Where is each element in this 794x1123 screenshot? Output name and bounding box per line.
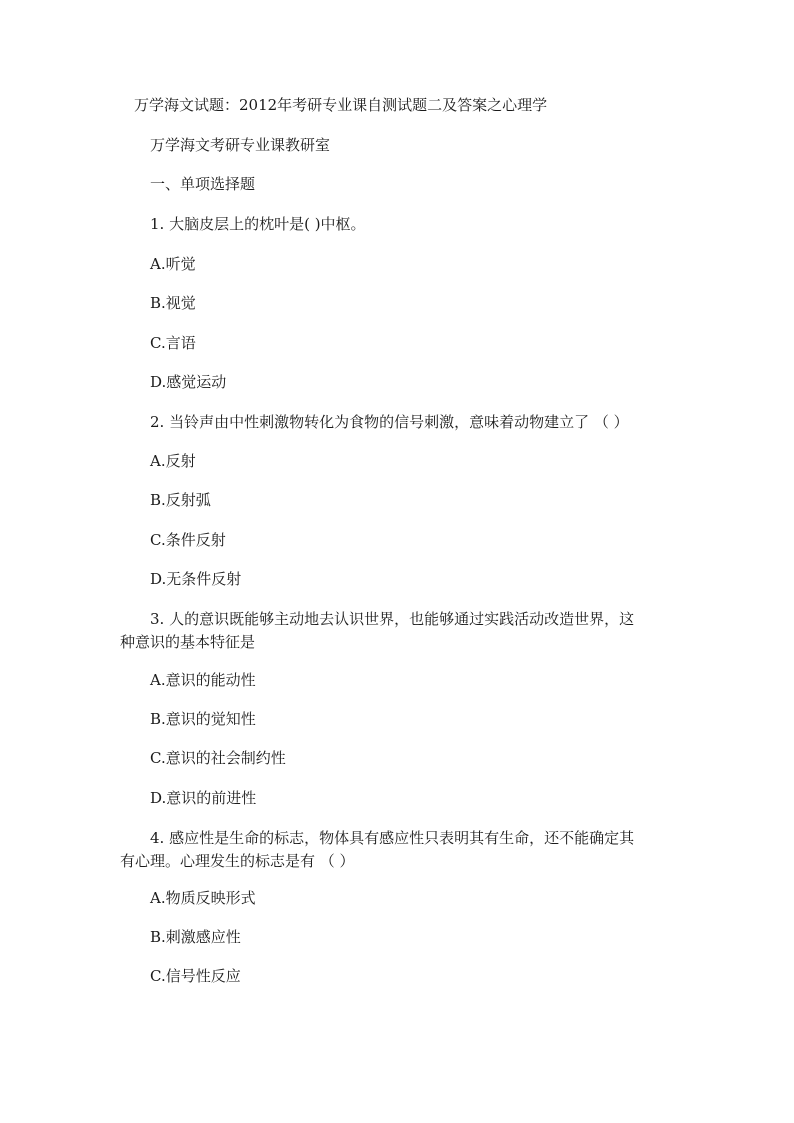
question-2-option-d: D.无条件反射 <box>150 570 242 588</box>
question-2-stem: 2. 当铃声由中性刺激物转化为食物的信号刺激，意味着动物建立了 （ ） <box>150 413 629 431</box>
question-2-option-c: C.条件反射 <box>150 531 226 549</box>
question-1-option-a: A.听觉 <box>150 255 196 273</box>
question-3-option-b: B.意识的觉知性 <box>150 710 256 728</box>
question-1-option-d: D.感觉运动 <box>150 373 227 391</box>
question-4-stem-line-1: 4. 感应性是生命的标志，物体具有感应性只表明其有生命，还不能确定其 <box>150 829 635 847</box>
question-4-option-b: B.刺激感应性 <box>150 928 241 946</box>
question-1-option-c: C.言语 <box>150 334 196 352</box>
question-2-option-b: B.反射弧 <box>150 491 211 509</box>
document-subtitle: 万学海文考研专业课教研室 <box>150 136 331 154</box>
question-3-option-c: C.意识的社会制约性 <box>150 749 286 767</box>
question-3-option-a: A.意识的能动性 <box>150 671 256 689</box>
question-3-stem-line-2: 种意识的基本特征是 <box>120 633 256 651</box>
question-4-stem-line-2: 有心理。心理发生的标志是有 （ ） <box>120 852 355 870</box>
document-title: 万学海文试题：2012年考研专业课自测试题二及答案之心理学 <box>134 96 548 114</box>
section-heading: 一、单项选择题 <box>150 175 256 193</box>
question-3-option-d: D.意识的前进性 <box>150 789 257 807</box>
question-1-option-b: B.视觉 <box>150 294 196 312</box>
question-4-option-c: C.信号性反应 <box>150 967 241 985</box>
question-1-stem: 1. 大脑皮层上的枕叶是( )中枢。 <box>150 215 366 233</box>
question-3-stem-line-1: 3. 人的意识既能够主动地去认识世界，也能够通过实践活动改造世界，这 <box>150 610 635 628</box>
question-4-option-a: A.物质反映形式 <box>150 889 256 907</box>
question-2-option-a: A.反射 <box>150 452 196 470</box>
